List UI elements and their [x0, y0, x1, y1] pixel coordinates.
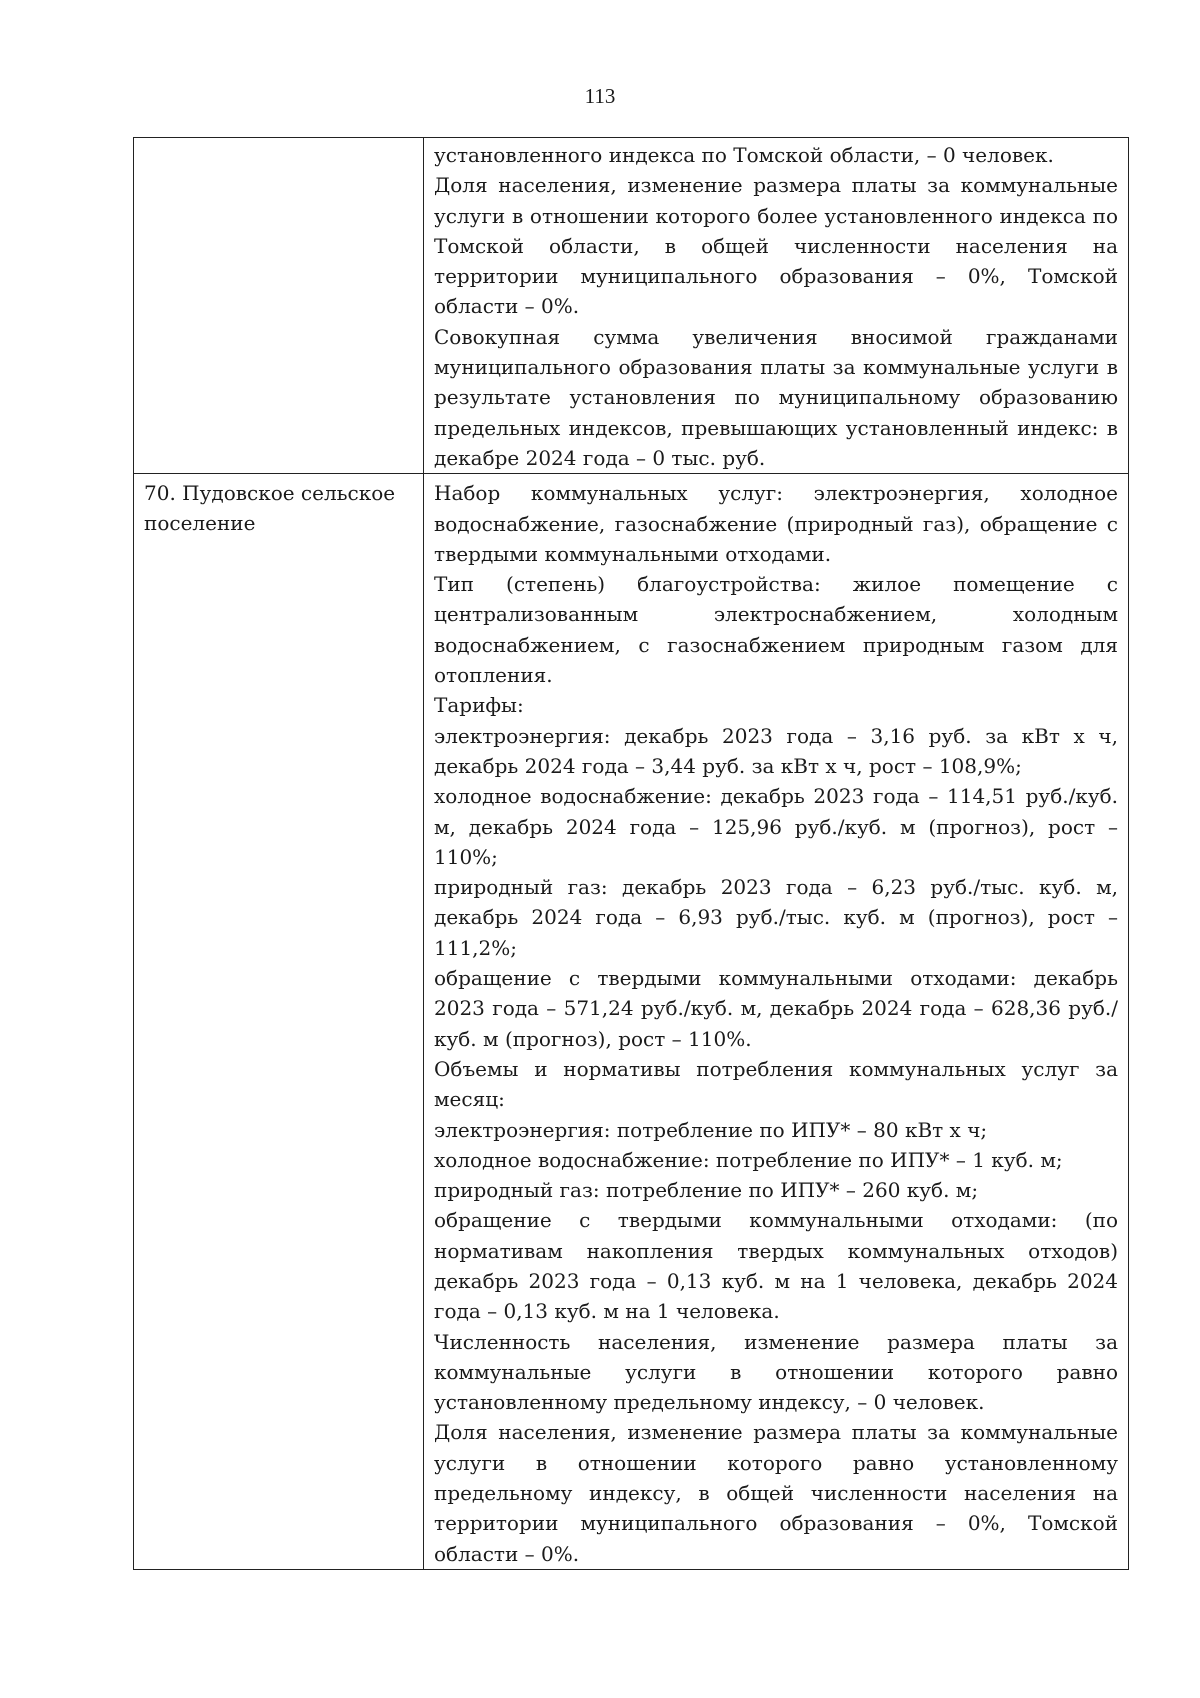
page-number: 113: [584, 84, 616, 108]
municipal-data-table: [133, 137, 1129, 1570]
paragraph: Тип (степень) благоустройства: жилое помещение с централизованным электроснабжением, холодным водоснабжением, с газоснабжением природным газом для отопления.: [434, 572, 1118, 688]
paragraph: Совокупная сумма увеличения вносимой гражданами муниципального образования платы за коммунальные услуги в результате установления по муниципальному образованию предельных индексов, превышающих установленный индекс: в декабре 2024 года – 0 тыс. руб.: [434, 324, 1118, 470]
paragraph: холодное водоснабжение: потребление по ИПУ* – 1 куб. м;: [434, 1147, 1063, 1172]
details-cell: [424, 474, 1129, 1570]
paragraph: природный газ: декабрь 2023 года – 6,23 руб./тыс. куб. м, декабрь 2024 года – 6,93 руб./тыс. куб. м (прогноз), рост – 111,2%;: [434, 875, 1118, 960]
paragraph: обращение с твердыми коммунальными отходами: (по нормативам накопления твердых коммунальных отходов) декабрь 2023 года – 0,13 куб. м на 1 человека, декабрь 2024 года – 0,13 куб. м на 1 человека.: [434, 1208, 1118, 1324]
paragraph: электроэнергия: потребление по ИПУ* – 80 кВт х ч;: [434, 1117, 988, 1142]
paragraph: Доля населения, изменение размера платы за коммунальные услуги в отношении которого более установленного индекса по Томской области, в общей численности населения на территории муниципального образования – 0%, Томской области – 0%.: [434, 173, 1118, 319]
paragraph: Доля населения, изменение размера платы за коммунальные услуги в отношении которого равно установленному предельному индексу, в общей численности населения на территории муниципального образования – 0%, Томской области – 0%.: [434, 1420, 1118, 1566]
paragraph: электроэнергия: декабрь 2023 года – 3,16 руб. за кВт х ч, декабрь 2024 года – 3,44 руб. за кВт х ч, рост – 108,9%;: [434, 723, 1118, 778]
paragraph: природный газ: потребление по ИПУ* – 260 куб. м;: [434, 1178, 979, 1203]
paragraph: установленного индекса по Томской области, – 0 человек.: [434, 143, 1054, 167]
paragraph: Набор коммунальных услуг: электроэнергия, холодное водоснабжение, газоснабжение (природный газ), обращение с твердыми коммунальными отходами.: [434, 481, 1118, 566]
paragraph: Объемы и нормативы потребления коммунальных услуг за месяц:: [434, 1056, 1118, 1112]
municipality-name: 70. Пудовское сельское поселение: [144, 481, 396, 536]
table-row: [134, 138, 1129, 474]
paragraph: обращение с твердыми коммунальными отходами: декабрь 2023 года – 571,24 руб./куб. м, декабрь 2024 года – 628,36 руб./куб. м (прогноз), рост – 110%.: [434, 966, 1118, 1051]
details-cell: [424, 138, 1129, 474]
paragraph: Численность населения, изменение размера платы за коммунальные услуги в отношении которого равно установленному предельному индексу, – 0 человек.: [434, 1329, 1118, 1415]
paragraph: холодное водоснабжение: декабрь 2023 года – 114,51 руб./куб. м, декабрь 2024 года – 125,96 руб./куб. м (прогноз), рост – 110%;: [434, 784, 1118, 869]
municipality-cell: [134, 138, 424, 474]
municipality-cell: [134, 474, 424, 1570]
table-row: [134, 474, 1129, 1570]
paragraph: Тарифы:: [434, 693, 524, 718]
